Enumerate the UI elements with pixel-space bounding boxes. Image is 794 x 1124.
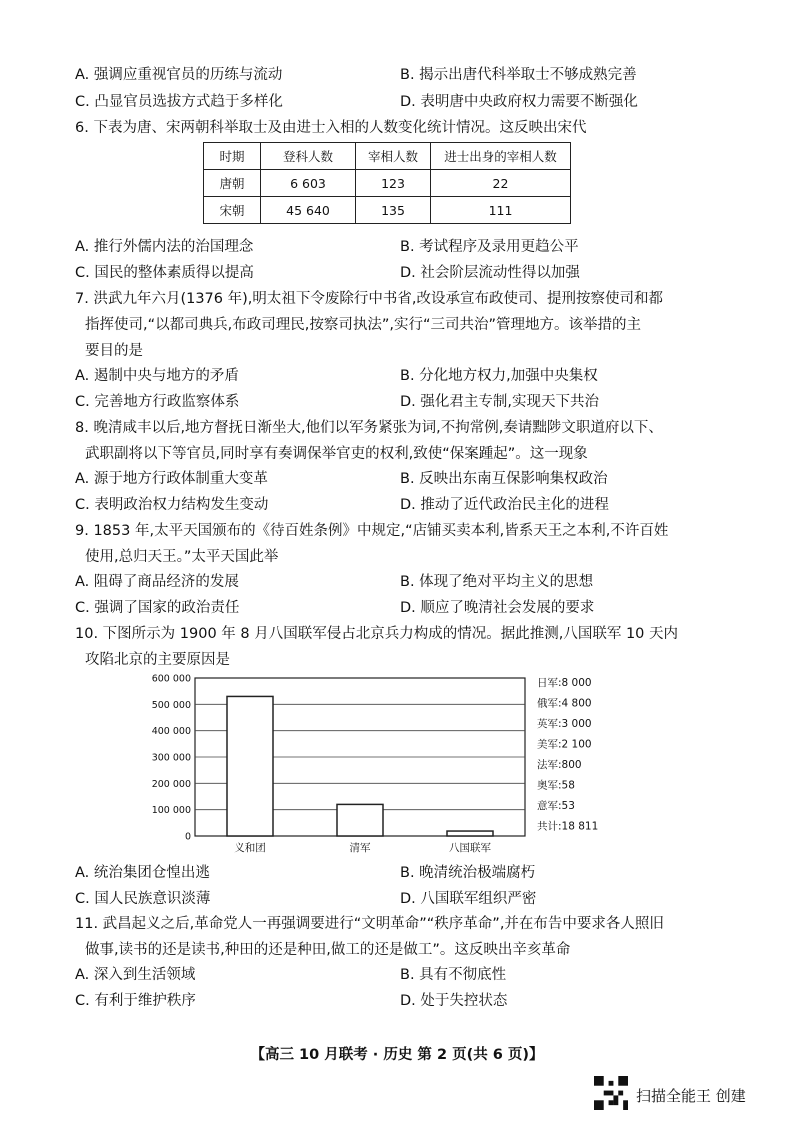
- q11-option-d: D. 处于失控状态: [400, 993, 508, 1009]
- q9-option-d: D. 顺应了晚清社会发展的要求: [400, 600, 595, 616]
- bar: [227, 696, 273, 836]
- table-header-cell: 宰相人数: [356, 143, 431, 170]
- legend-entry: 法军:800: [537, 759, 582, 771]
- q11-option-a: A. 深入到生活领域: [75, 967, 196, 983]
- q10-option-d: D. 八国联军组织严密: [400, 891, 537, 907]
- q6-stem: 6. 下表为唐、宋两朝科举取士及由进士入相的人数变化统计情况。这反映出宋代: [75, 120, 587, 136]
- table-cell: 45 640: [261, 197, 356, 224]
- q7-option-d: D. 强化君主专制,实现天下共治: [400, 394, 599, 410]
- table-header-cell: 时期: [204, 143, 261, 170]
- q9-option-a: A. 阻碍了商品经济的发展: [75, 574, 239, 590]
- x-tick-label: 义和团: [234, 842, 266, 854]
- legend-entry: 英军:3 000: [537, 718, 592, 730]
- q10-stem-line-1: 10. 下图所示为 1900 年 8 月八国联军侵占北京兵力构成的情况。据此推测,八国联军 10 天内: [75, 626, 679, 642]
- q6-option-c: C. 国民的整体素质得以提高: [75, 265, 254, 281]
- q8-option-a: A. 源于地方行政体制重大变革: [75, 471, 268, 487]
- q9-option-c: C. 强调了国家的政治责任: [75, 600, 240, 616]
- bar: [447, 831, 493, 836]
- q11-stem-line-1: 11. 武昌起义之后,革命党人一再强调要进行“文明革命”“秩序革命”,并在布告中要求各人照旧: [75, 916, 664, 932]
- legend-entry: 日军:8 000: [537, 677, 592, 689]
- q11-option-b: B. 具有不彻底性: [400, 967, 507, 983]
- bar: [337, 804, 383, 836]
- q8-option-b: B. 反映出东南互保影响集权政治: [400, 471, 608, 487]
- legend-entry: 奥军:58: [537, 779, 575, 792]
- q5-option-b: B. 揭示出唐代科举取士不够成熟完善: [400, 67, 637, 83]
- table-header-cell: 进士出身的宰相人数: [431, 143, 571, 170]
- q10-option-c: C. 国人民族意识淡薄: [75, 891, 211, 907]
- y-tick-label: 100 000: [151, 805, 191, 817]
- q6-table: [203, 142, 571, 224]
- table-cell: 123: [356, 170, 431, 197]
- q10-option-b: B. 晚清统治极端腐朽: [400, 865, 536, 881]
- legend-entry: 意军:53: [537, 800, 575, 812]
- table-cell: 唐朝: [204, 170, 261, 197]
- y-tick-label: 600 000: [151, 673, 191, 685]
- q5-option-c: C. 凸显官员选拔方式趋于多样化: [75, 94, 283, 110]
- table-cell: 135: [356, 197, 431, 224]
- x-tick-label: 清军: [349, 842, 371, 854]
- x-tick-label: 八国联军: [449, 842, 491, 854]
- q11-stem-line-2: 做事,读书的还是读书,种田的还是种田,做工的还是做工”。这反映出辛亥革命: [85, 942, 571, 958]
- y-tick-label: 200 000: [151, 778, 191, 790]
- table-row: [204, 170, 571, 197]
- y-tick-label: 400 000: [151, 726, 191, 738]
- q7-option-a: A. 遏制中央与地方的矛盾: [75, 368, 239, 384]
- legend-entry: 美军:2 100: [537, 738, 592, 751]
- y-tick-label: 500 000: [151, 699, 191, 711]
- q8-option-c: C. 表明政治权力结构发生变动: [75, 497, 269, 513]
- q7-option-c: C. 完善地方行政监察体系: [75, 394, 240, 410]
- q5-option-d: D. 表明唐中央政府权力需要不断强化: [400, 94, 638, 110]
- table-cell: 111: [431, 197, 571, 224]
- legend-entry: 俄军:4 800: [537, 697, 592, 710]
- table-header-row: [204, 143, 571, 170]
- scanner-watermark: 扫描全能王 创建: [636, 1087, 746, 1105]
- q10-stem-line-2: 攻陷北京的主要原因是: [85, 652, 230, 668]
- q9-option-b: B. 体现了绝对平均主义的思想: [400, 574, 594, 590]
- q8-stem-line-1: 8. 晚清咸丰以后,地方督抚日渐坐大,他们以军务紧张为词,不拘常例,奏请黜陟文职道府以下、: [75, 420, 663, 436]
- q6-option-b: B. 考试程序及录用更趋公平: [400, 239, 579, 255]
- q6-option-a: A. 推行外儒内法的治国理念: [75, 239, 254, 255]
- table-cell: 6 603: [261, 170, 356, 197]
- qr-code-icon: [594, 1076, 628, 1110]
- y-tick-label: 300 000: [151, 752, 191, 764]
- q10-option-a: A. 统治集团仓惶出逃: [75, 865, 210, 881]
- q7-stem-line-1: 7. 洪武九年六月(1376 年),明太祖下令废除行中书省,改设承宣布政使司、提刑按察使司和都: [75, 291, 663, 307]
- q7-stem-line-3: 要目的是: [85, 343, 143, 359]
- troop-bar-chart: [140, 668, 610, 868]
- table-row: [204, 197, 571, 224]
- q8-stem-line-2: 武职副将以下等官员,同时享有奏调保举官吏的权利,致使“保案踵起”。这一现象: [85, 446, 588, 462]
- q9-stem-line-1: 9. 1853 年,太平天国颁布的《待百姓条例》中规定,“店铺买卖本利,皆系天王之本利,不许百姓: [75, 523, 669, 539]
- q11-option-c: C. 有利于维护秩序: [75, 993, 196, 1009]
- q5-option-a: A. 强调应重视官员的历练与流动: [75, 67, 283, 83]
- page-footer: 【高三 10 月联考 · 历史 第 2 页(共 6 页)】: [250, 1047, 544, 1063]
- q9-stem-line-2: 使用,总归天王。”太平天国此举: [85, 549, 279, 565]
- legend-entry: 共计:18 811: [537, 820, 599, 833]
- y-tick-label: 0: [184, 831, 191, 843]
- table-header-cell: 登科人数: [261, 143, 356, 170]
- q7-stem-line-2: 指挥使司,“以都司典兵,布政司理民,按察司执法”,实行“三司共治”管理地方。该举措的主: [85, 317, 641, 333]
- q6-option-d: D. 社会阶层流动性得以加强: [400, 265, 580, 281]
- q7-option-b: B. 分化地方权力,加强中央集权: [400, 368, 598, 384]
- table-cell: 22: [431, 170, 571, 197]
- table-cell: 宋朝: [204, 197, 261, 224]
- q8-option-d: D. 推动了近代政治民主化的进程: [400, 497, 609, 513]
